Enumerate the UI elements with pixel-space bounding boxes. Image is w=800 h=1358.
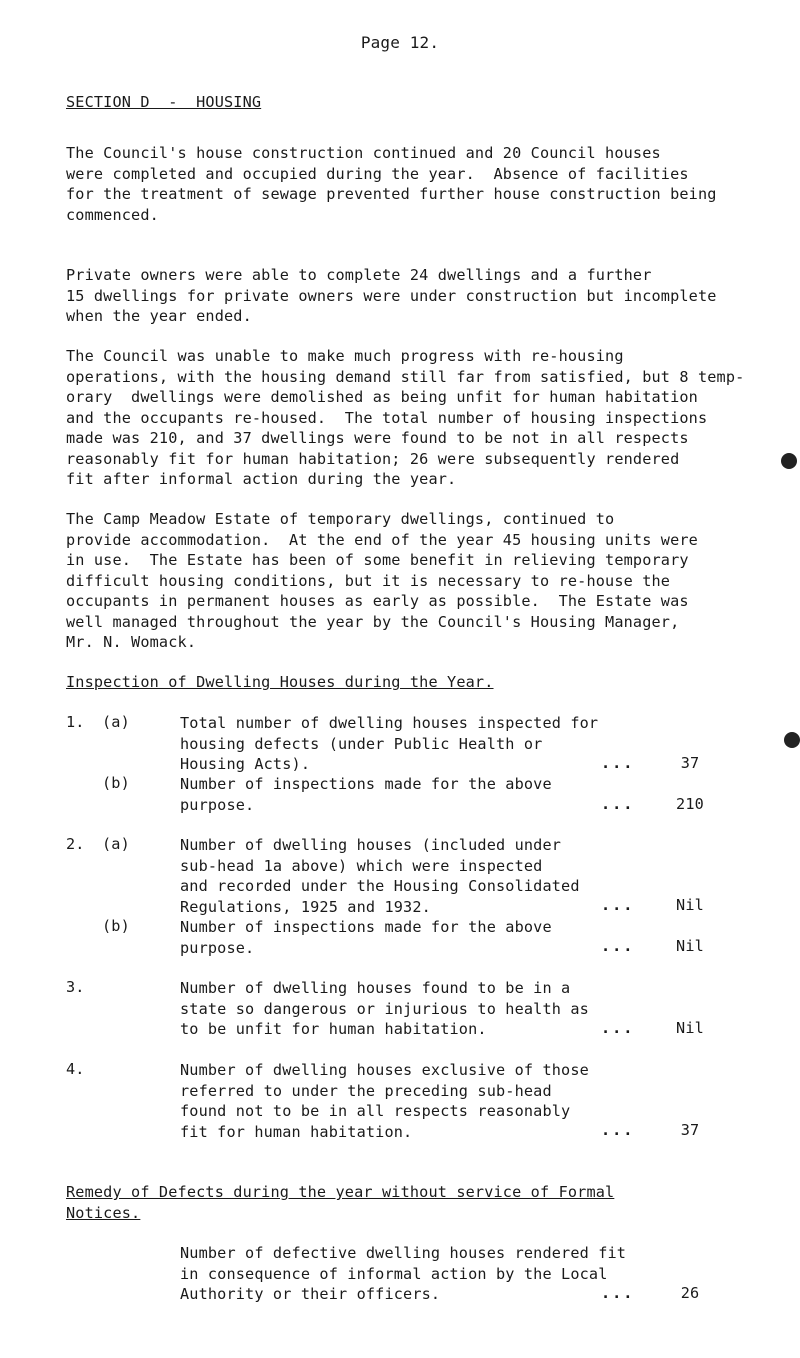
item-number: 2. [66,835,85,853]
item-subhead: (b) [102,774,130,792]
item-number: 3. [66,978,85,996]
item-text: Number of dwelling houses (included under sub-head 1a above) which were inspected and recorded under the Housing Consolidated Regulations, 1925 and 1932. [180,836,580,916]
paragraph-camp-meadow: The Camp Meadow Estate of temporary dwellings, continued to provide accommodation. At the end of the year 45 housing units were in use. The Estate has been of some benefit in relieving temporary difficult housing conditions, but it is necessary to re-house the occupants in permanent houses as early as possible. The Estate was well managed throughout the year by the Council's Housing Manager, Mr. N. Womack. [66,510,698,651]
section-title: SECTION D - HOUSING [66,93,262,111]
item-text: Number of inspections made for the above purpose. [180,775,552,814]
remedy-text: Number of defective dwelling houses rendered fit in consequence of informal action by the Local Authority or their officers. [180,1244,627,1303]
paragraph-private-owners: Private owners were able to complete 24 dwellings and a further 15 dwellings for private owners were under construction but incomplete when the year ended. [66,266,717,325]
item-value: 210 [676,795,704,813]
item-text: Number of dwelling houses found to be in a state so dangerous or injurious to health as to be unfit for human habitation. [180,979,589,1038]
item-text: Number of dwelling houses exclusive of those referred to under the preceding sub-head found not to be in all respects reasonably fit for human habitation. [180,1061,589,1141]
item-number: 1. [66,713,85,731]
page-number: Page 12. [360,33,440,52]
item-value: Nil [676,937,704,955]
item-value: Nil [676,1019,704,1037]
dot-leader: ... [601,937,635,955]
remedy-value: 26 [680,1284,700,1302]
item-text: Number of inspections made for the above purpose. [180,918,552,957]
dot-leader: ... [601,754,635,772]
item-subhead: (a) [102,835,130,853]
item-value: Nil [676,896,704,914]
item-subhead: (a) [102,713,130,731]
dot-leader: ... [601,1284,635,1302]
dot-leader: ... [601,1019,635,1037]
dot-leader: ... [601,896,635,914]
item-value: 37 [680,1121,700,1139]
dot-leader: ... [601,795,635,813]
paragraph-construction: The Council's house construction continued and 20 Council houses were completed and occupied during the year. Absence of facilities for the treatment of sewage prevented further house construction being commenced. [66,144,717,224]
item-subhead: (b) [102,917,130,935]
punch-hole-mark [784,732,800,748]
item-text: Total number of dwelling houses inspected for housing defects (under Public Health or Housing Acts). [180,714,599,773]
inspection-heading: Inspection of Dwelling Houses during the Year. [66,673,494,691]
punch-hole-mark [781,453,797,469]
item-value: 37 [680,754,700,772]
paragraph-rehousing: The Council was unable to make much progress with re-housing operations, with the housing demand still far from satisfied, but 8 temp- orary dwellings were demolished as being unfit for human habitation and the occupants re-housed. The total number of housing inspections made was 210, and 37 dwellings were found to be not in all respects reasonably fit for human habitation; 26 were subsequently rendered fit after informal action during the year. [66,347,745,488]
dot-leader: ... [601,1121,635,1139]
item-number: 4. [66,1060,85,1078]
remedy-heading: Remedy of Defects during the year without service of Formal Notices. [66,1183,615,1222]
